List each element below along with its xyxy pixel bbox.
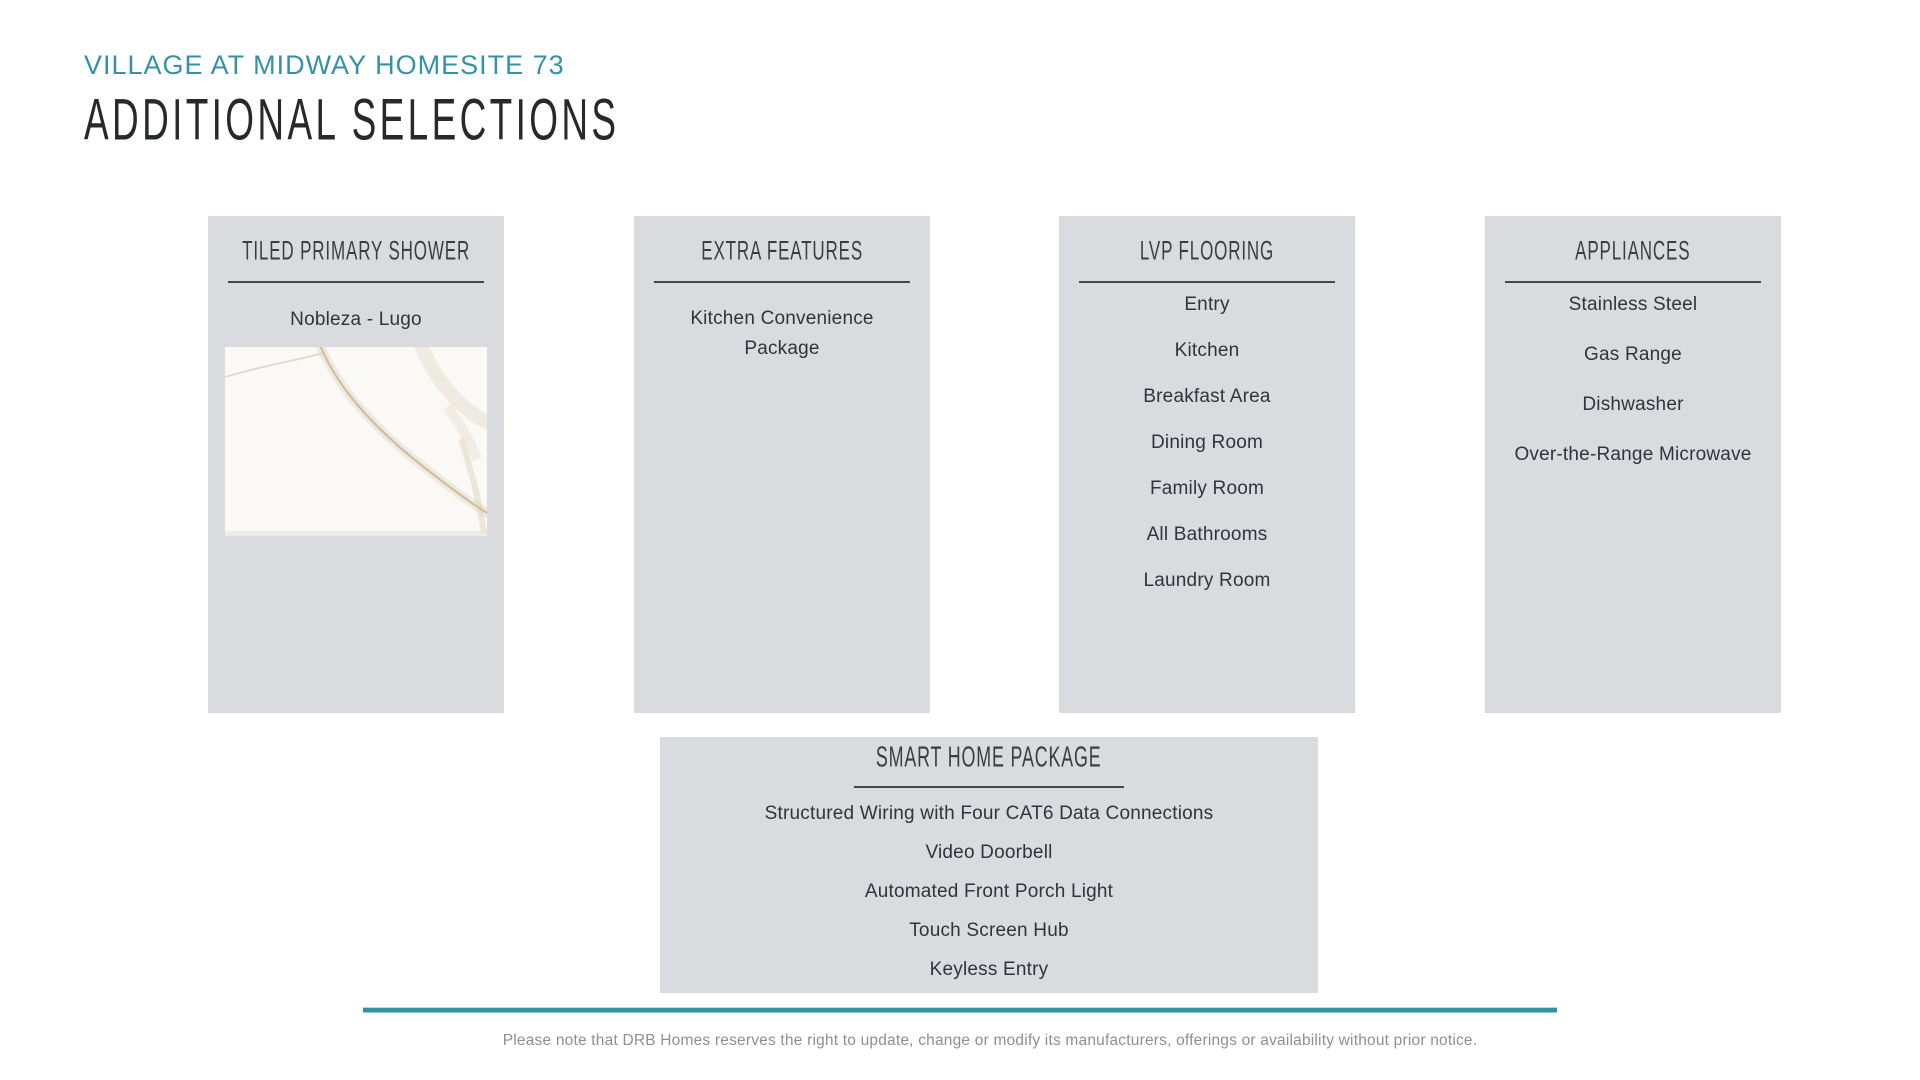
card-appliances [1485,216,1781,713]
list-item: Family Room [1149,478,1265,499]
card-item-list [1059,294,1355,592]
card-heading: TILED PRIMARY SHOWER [242,236,470,267]
heading-underline [1505,281,1761,283]
list-item: Video Doorbell [925,842,1053,863]
card-heading-wrap [668,742,1310,776]
card-item-list [208,309,504,331]
list-item: Entry [1184,294,1230,315]
community-name: VILLAGE AT MIDWAY HOMESITE 73 [84,50,565,80]
list-item: Stainless Steel [1568,294,1698,315]
card-heading-wrap [642,236,922,269]
list-item: Laundry Room [1143,570,1271,591]
heading-underline [654,281,910,283]
card-heading-wrap [1067,236,1347,269]
list-item: Kitchen Convenience Package [690,308,874,359]
list-item: Gas Range [1584,344,1682,365]
card-heading: SMART HOME PACKAGE [876,742,1102,774]
heading-underline [228,281,484,283]
card-item-list [634,304,930,364]
card-heading: LVP FLOORING [1139,236,1275,267]
marble-tile-swatch-image [225,347,487,536]
list-item: Breakfast Area [1143,386,1271,407]
card-item-list [1485,294,1781,466]
list-item: Dishwasher [1582,394,1684,415]
page-title: ADDITIONAL SELECTIONS [84,88,620,153]
card-lvp-flooring [1059,216,1355,713]
list-item: Keyless Entry [929,959,1049,980]
card-heading: APPLIANCES [1575,236,1691,267]
card-heading-wrap [1493,236,1773,269]
list-item: All Bathrooms [1146,524,1268,545]
card-heading-wrap [216,236,496,269]
card-item-list [660,803,1318,981]
footer-accent-line [363,1007,1557,1013]
list-item: Automated Front Porch Light [864,881,1114,902]
heading-underline [1079,281,1335,283]
disclaimer-text: Please note that DRB Homes reserves the right to update, change or modify its manufacturers, offerings or availability without prior notice. [502,1032,1478,1049]
list-item: Touch Screen Hub [909,920,1069,941]
list-item: Nobleza - Lugo [290,309,422,330]
list-item: Dining Room [1150,432,1264,453]
card-heading: EXTRA FEATURES [701,236,863,267]
card-tiled-primary-shower [208,216,504,713]
list-item: Over-the-Range Microwave [1514,444,1752,465]
card-smart-home-package [660,737,1318,993]
page-title-wrap [84,88,721,153]
list-item: Structured Wiring with Four CAT6 Data Connections [764,803,1214,824]
heading-underline [854,786,1124,788]
card-extra-features [634,216,930,713]
list-item: Kitchen [1174,340,1240,361]
